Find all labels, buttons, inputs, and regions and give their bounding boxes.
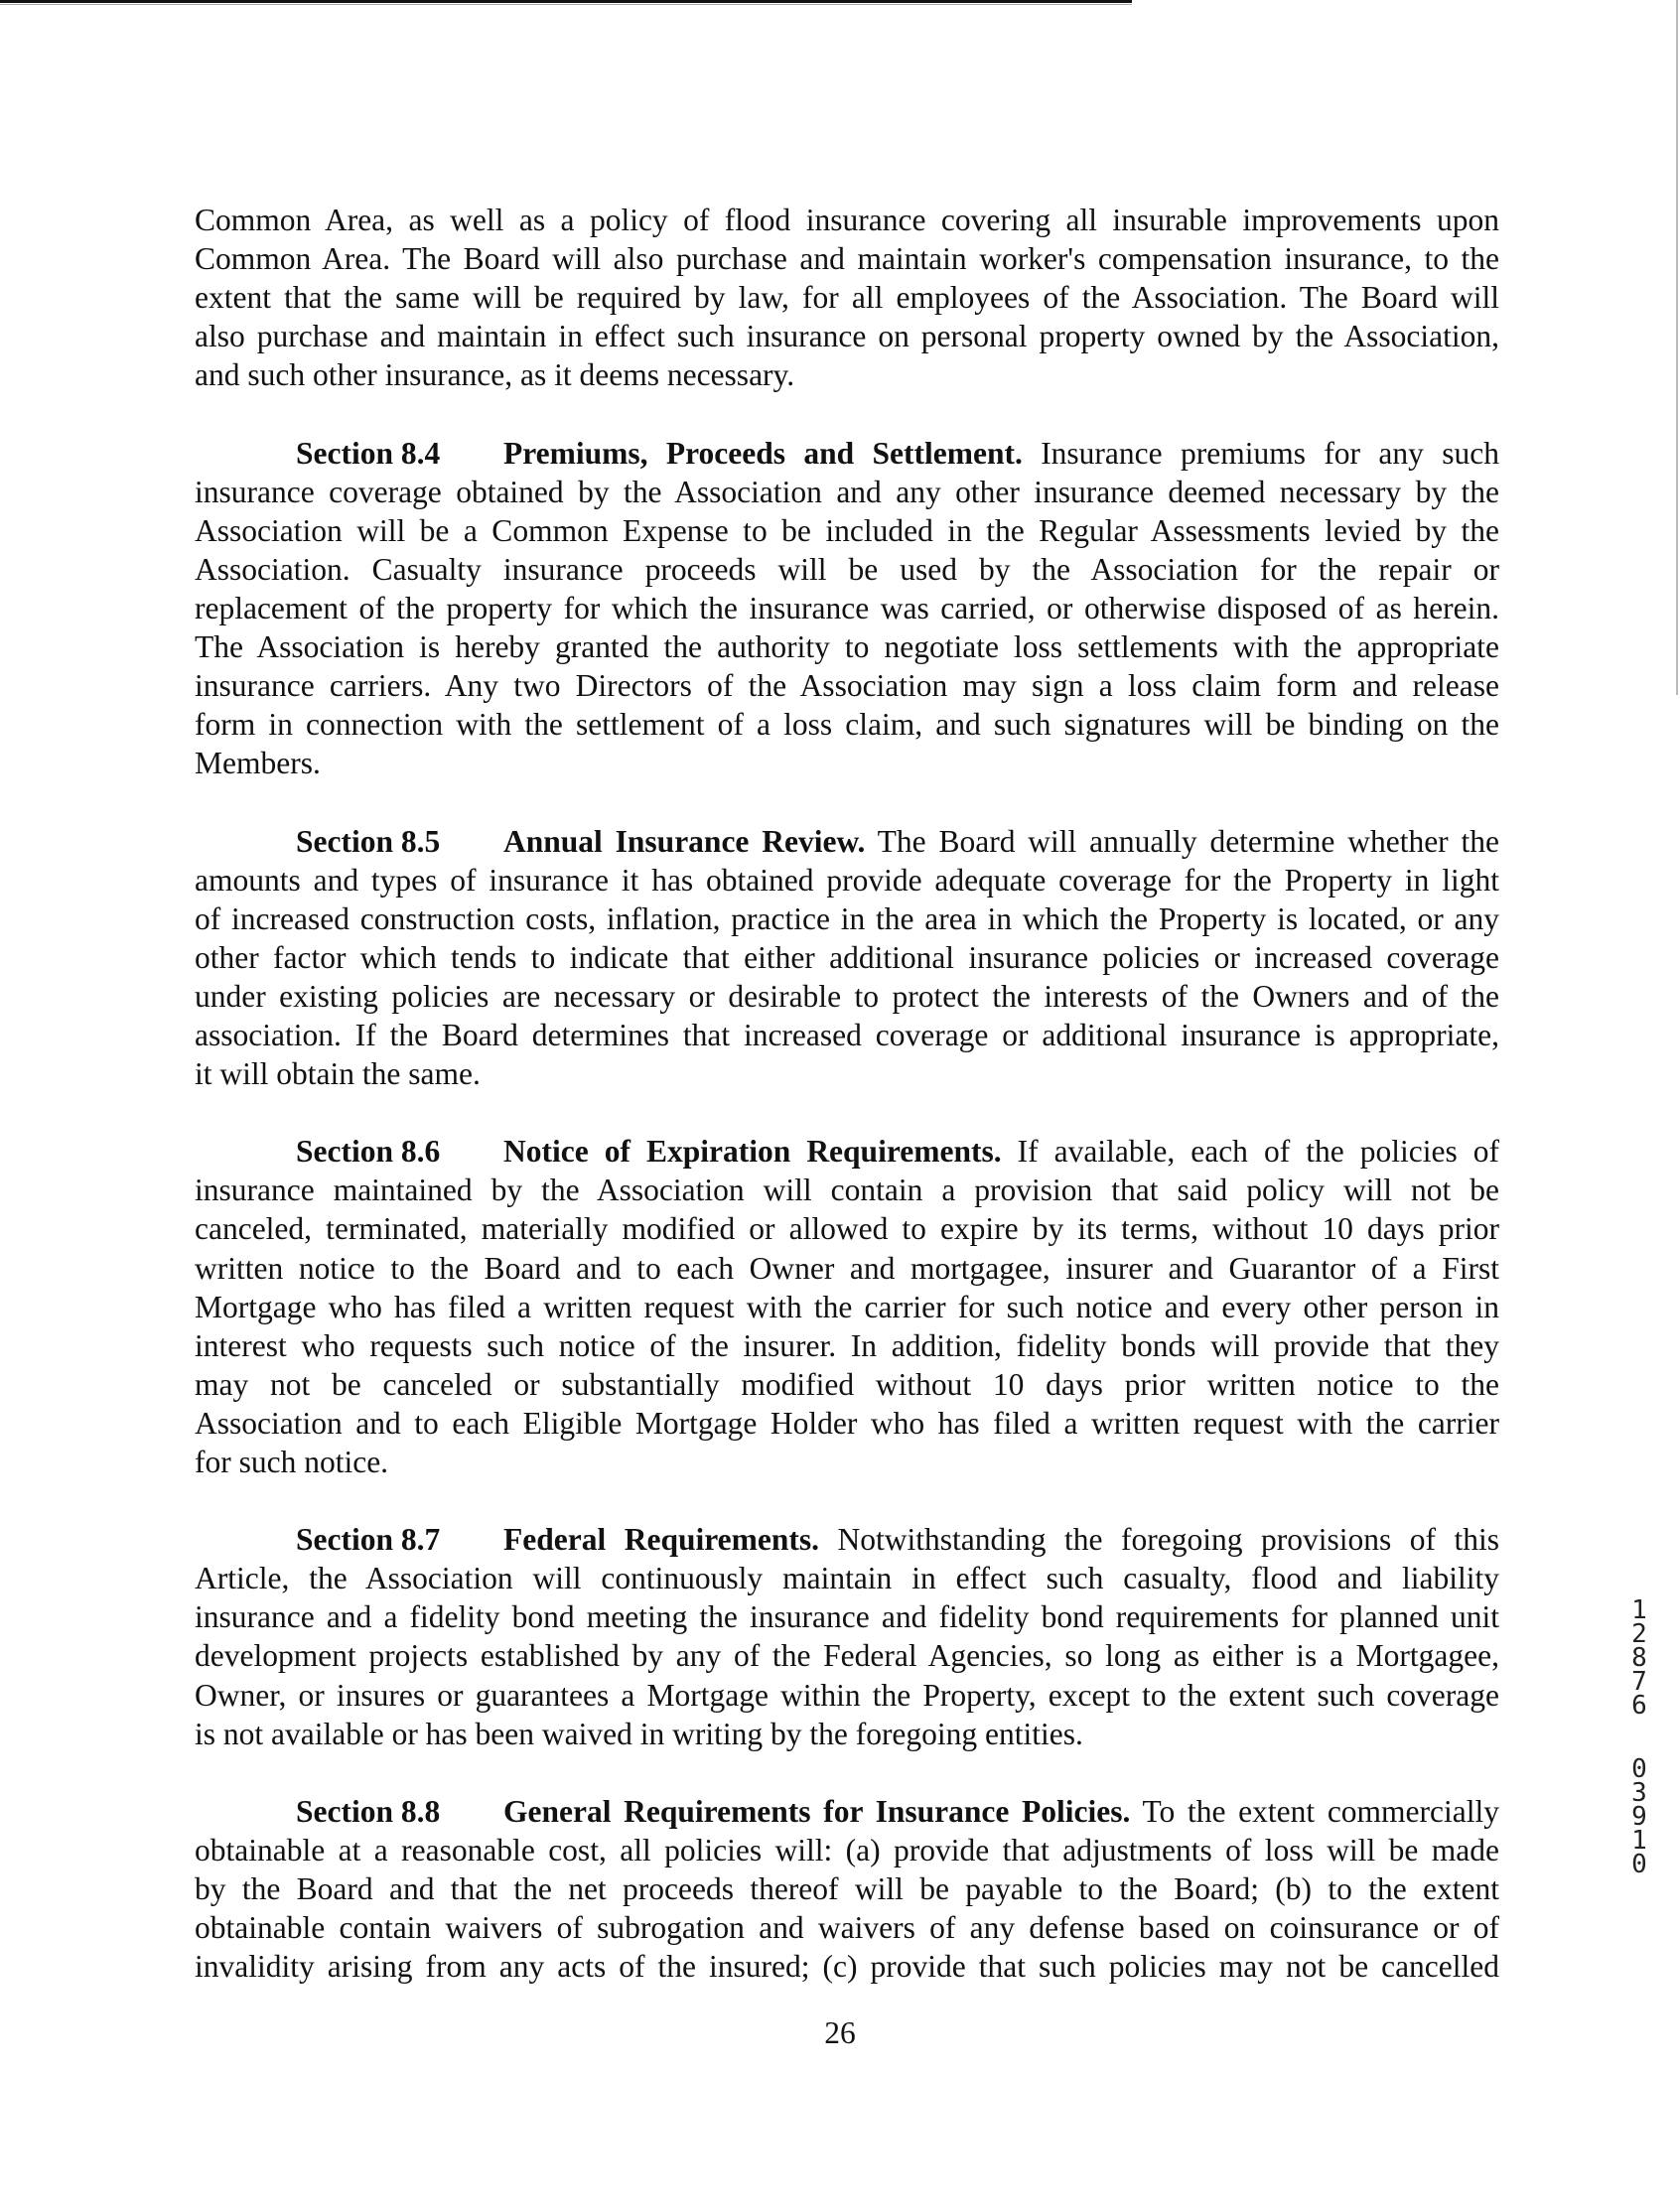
section-text-line: amounts and types of insurance it has obtained provide adequate coverage for the Property in light <box>195 862 1499 898</box>
section-title: Federal Requirements. <box>503 1522 819 1558</box>
section-text-line: obtainable contain waivers of subrogation and waivers of any defense based on coinsurance or of <box>195 1910 1499 1946</box>
section-text-line: insurance coverage obtained by the Association and any other insurance deemed necessary by the <box>195 474 1499 509</box>
section-text-line: association. If the Board determines that increased coverage or additional insurance is appropriate, <box>195 1017 1499 1052</box>
section-text-line: invalidity arising from any acts of the insured; (c) provide that such policies may not be cancelled <box>195 1949 1499 1985</box>
section-text-line: development projects established by any of the Federal Agencies, so long as either is a Mortgagee, <box>195 1638 1499 1674</box>
section-text-line: is not available or has been waived in writing by the foregoing entities. <box>195 1716 1083 1751</box>
section-text-line: replacement of the property for which the insurance was carried, or otherwise disposed of as herein. <box>195 590 1499 625</box>
document-body <box>195 201 1499 1986</box>
intro-line: extent that the same will be required by law, for all employees of the Association. The Board will <box>195 280 1499 316</box>
section-text-line: canceled, terminated, materially modified or allowed to expire by its terms, without 10 days prior <box>195 1211 1499 1247</box>
section-text-line: insurance maintained by the Association will contain a provision that said policy will not be <box>195 1173 1499 1208</box>
section-text-line: may not be canceled or substantially modified without 10 days prior written notice to the <box>195 1366 1499 1402</box>
section-text-line: Association. Casualty insurance proceeds will be used by the Association for the repair or <box>195 551 1499 587</box>
stamp-digit: 6 <box>1631 1691 1647 1721</box>
stamp-digit: 8 <box>1631 1643 1647 1673</box>
scan-top-border <box>0 0 1132 3</box>
section-text-line: of increased construction costs, inflation, practice in the area in which the Property is located, or any <box>195 900 1499 936</box>
section-text-line: Association and to each Eligible Mortgage Holder who has filed a written request with the carrier <box>195 1405 1499 1441</box>
section-title: Notice of Expiration Requirements. <box>503 1134 1002 1170</box>
stamp-digit: 9 <box>1631 1802 1647 1832</box>
section-number: Section 8.7 <box>296 1522 441 1558</box>
section-heading-line <box>195 1520 1499 1559</box>
stamp-digit: 1 <box>1631 1595 1647 1625</box>
section-title: General Requirements for Insurance Policies. <box>503 1793 1131 1829</box>
section-number: Section 8.8 <box>296 1793 441 1829</box>
recording-number-stamp <box>1624 1595 1654 1879</box>
section-text-line: under existing policies are necessary or desirable to protect the interests of the Owners and of the <box>195 978 1499 1014</box>
section-text-line: Members. <box>195 746 321 781</box>
section-number: Section 8.4 <box>296 435 441 471</box>
scan-top-border-shadow <box>0 4 1132 5</box>
section-number: Section 8.5 <box>296 823 441 859</box>
section-text: If available, each of the policies of <box>1017 1134 1500 1170</box>
section-text-line: interest who requests such notice of the insurer. In addition, fidelity bonds will provide that they <box>195 1327 1499 1363</box>
scan-right-edge <box>1676 0 1678 695</box>
section-text-line: written notice to the Board and to each Owner and mortgagee, insurer and Guarantor of a First <box>195 1250 1499 1286</box>
stamp-digit: 0 <box>1631 1754 1647 1784</box>
section-text: To the extent commercially <box>1142 1793 1499 1829</box>
intro-line: Common Area, as well as a policy of flood insurance covering all insurable improvements upon <box>195 203 1499 237</box>
section-text-line: Mortgage who has filed a written request with the carrier for such notice and every other person in <box>195 1289 1499 1324</box>
section-text: Insurance premiums for any such <box>1041 435 1499 471</box>
stamp-gap <box>1624 1718 1654 1757</box>
page-number: 26 <box>824 2015 856 2050</box>
section-heading-line <box>195 822 1499 861</box>
section-text: Notwithstanding the foregoing provisions of this <box>837 1522 1500 1558</box>
section-text-line: Association will be a Common Expense to be included in the Regular Assessments levied by the <box>195 512 1499 548</box>
section-text-line: obtainable at a reasonable cost, all policies will: (a) provide that adjustments of loss will be made <box>195 1832 1499 1867</box>
blank-line <box>195 394 1499 433</box>
stamp-digit: 1 <box>1631 1826 1647 1856</box>
section-text-line: Article, the Association will continuously maintain in effect such casualty, flood and liability <box>195 1561 1499 1596</box>
section-text-line: it will obtain the same. <box>195 1056 481 1092</box>
section-title: Annual Insurance Review. <box>503 823 866 859</box>
blank-line <box>195 782 1499 821</box>
section-number: Section 8.6 <box>296 1134 441 1170</box>
section-text-line: other factor which tends to indicate that either additional insurance policies or increased coverage <box>195 939 1499 975</box>
intro-line: Common Area. The Board will also purchase and maintain worker's compensation insurance, to the <box>195 241 1499 277</box>
stamp-digit: 3 <box>1631 1778 1647 1808</box>
section-text: The Board will annually determine whether the <box>877 823 1499 859</box>
blank-line <box>195 1093 1499 1132</box>
section-text-line: insurance carriers. Any two Directors of the Association may sign a loss claim form and release <box>195 668 1499 704</box>
stamp-digit: 0 <box>1631 1850 1647 1879</box>
section-text-line: Owner, or insures or guarantees a Mortgage within the Property, except to the extent such coverage <box>195 1677 1499 1713</box>
intro-line: also purchase and maintain in effect such insurance on personal property owned by the Association, <box>195 319 1499 354</box>
section-heading-line <box>195 434 1499 473</box>
section-text-line: form in connection with the settlement of a loss claim, and such signatures will be binding on the <box>195 707 1499 743</box>
section-text-line: by the Board and that the net proceeds thereof will be payable to the Board; (b) to the extent <box>195 1871 1499 1907</box>
section-text-line: The Association is hereby granted the authority to negotiate loss settlements with the appropriate <box>195 629 1499 665</box>
intro-line: and such other insurance, as it deems necessary. <box>195 357 795 393</box>
section-text-line: insurance and a fidelity bond meeting the insurance and fidelity bond requirements for planned unit <box>195 1599 1499 1635</box>
section-heading-line <box>195 1792 1499 1831</box>
section-text-line: for such notice. <box>195 1445 389 1479</box>
stamp-digit: 2 <box>1631 1619 1647 1649</box>
section-title: Premiums, Proceeds and Settlement. <box>503 435 1023 471</box>
stamp-digit: 7 <box>1631 1667 1647 1697</box>
blank-line <box>195 1753 1499 1792</box>
section-heading-line <box>195 1132 1499 1171</box>
blank-line <box>195 1481 1499 1520</box>
